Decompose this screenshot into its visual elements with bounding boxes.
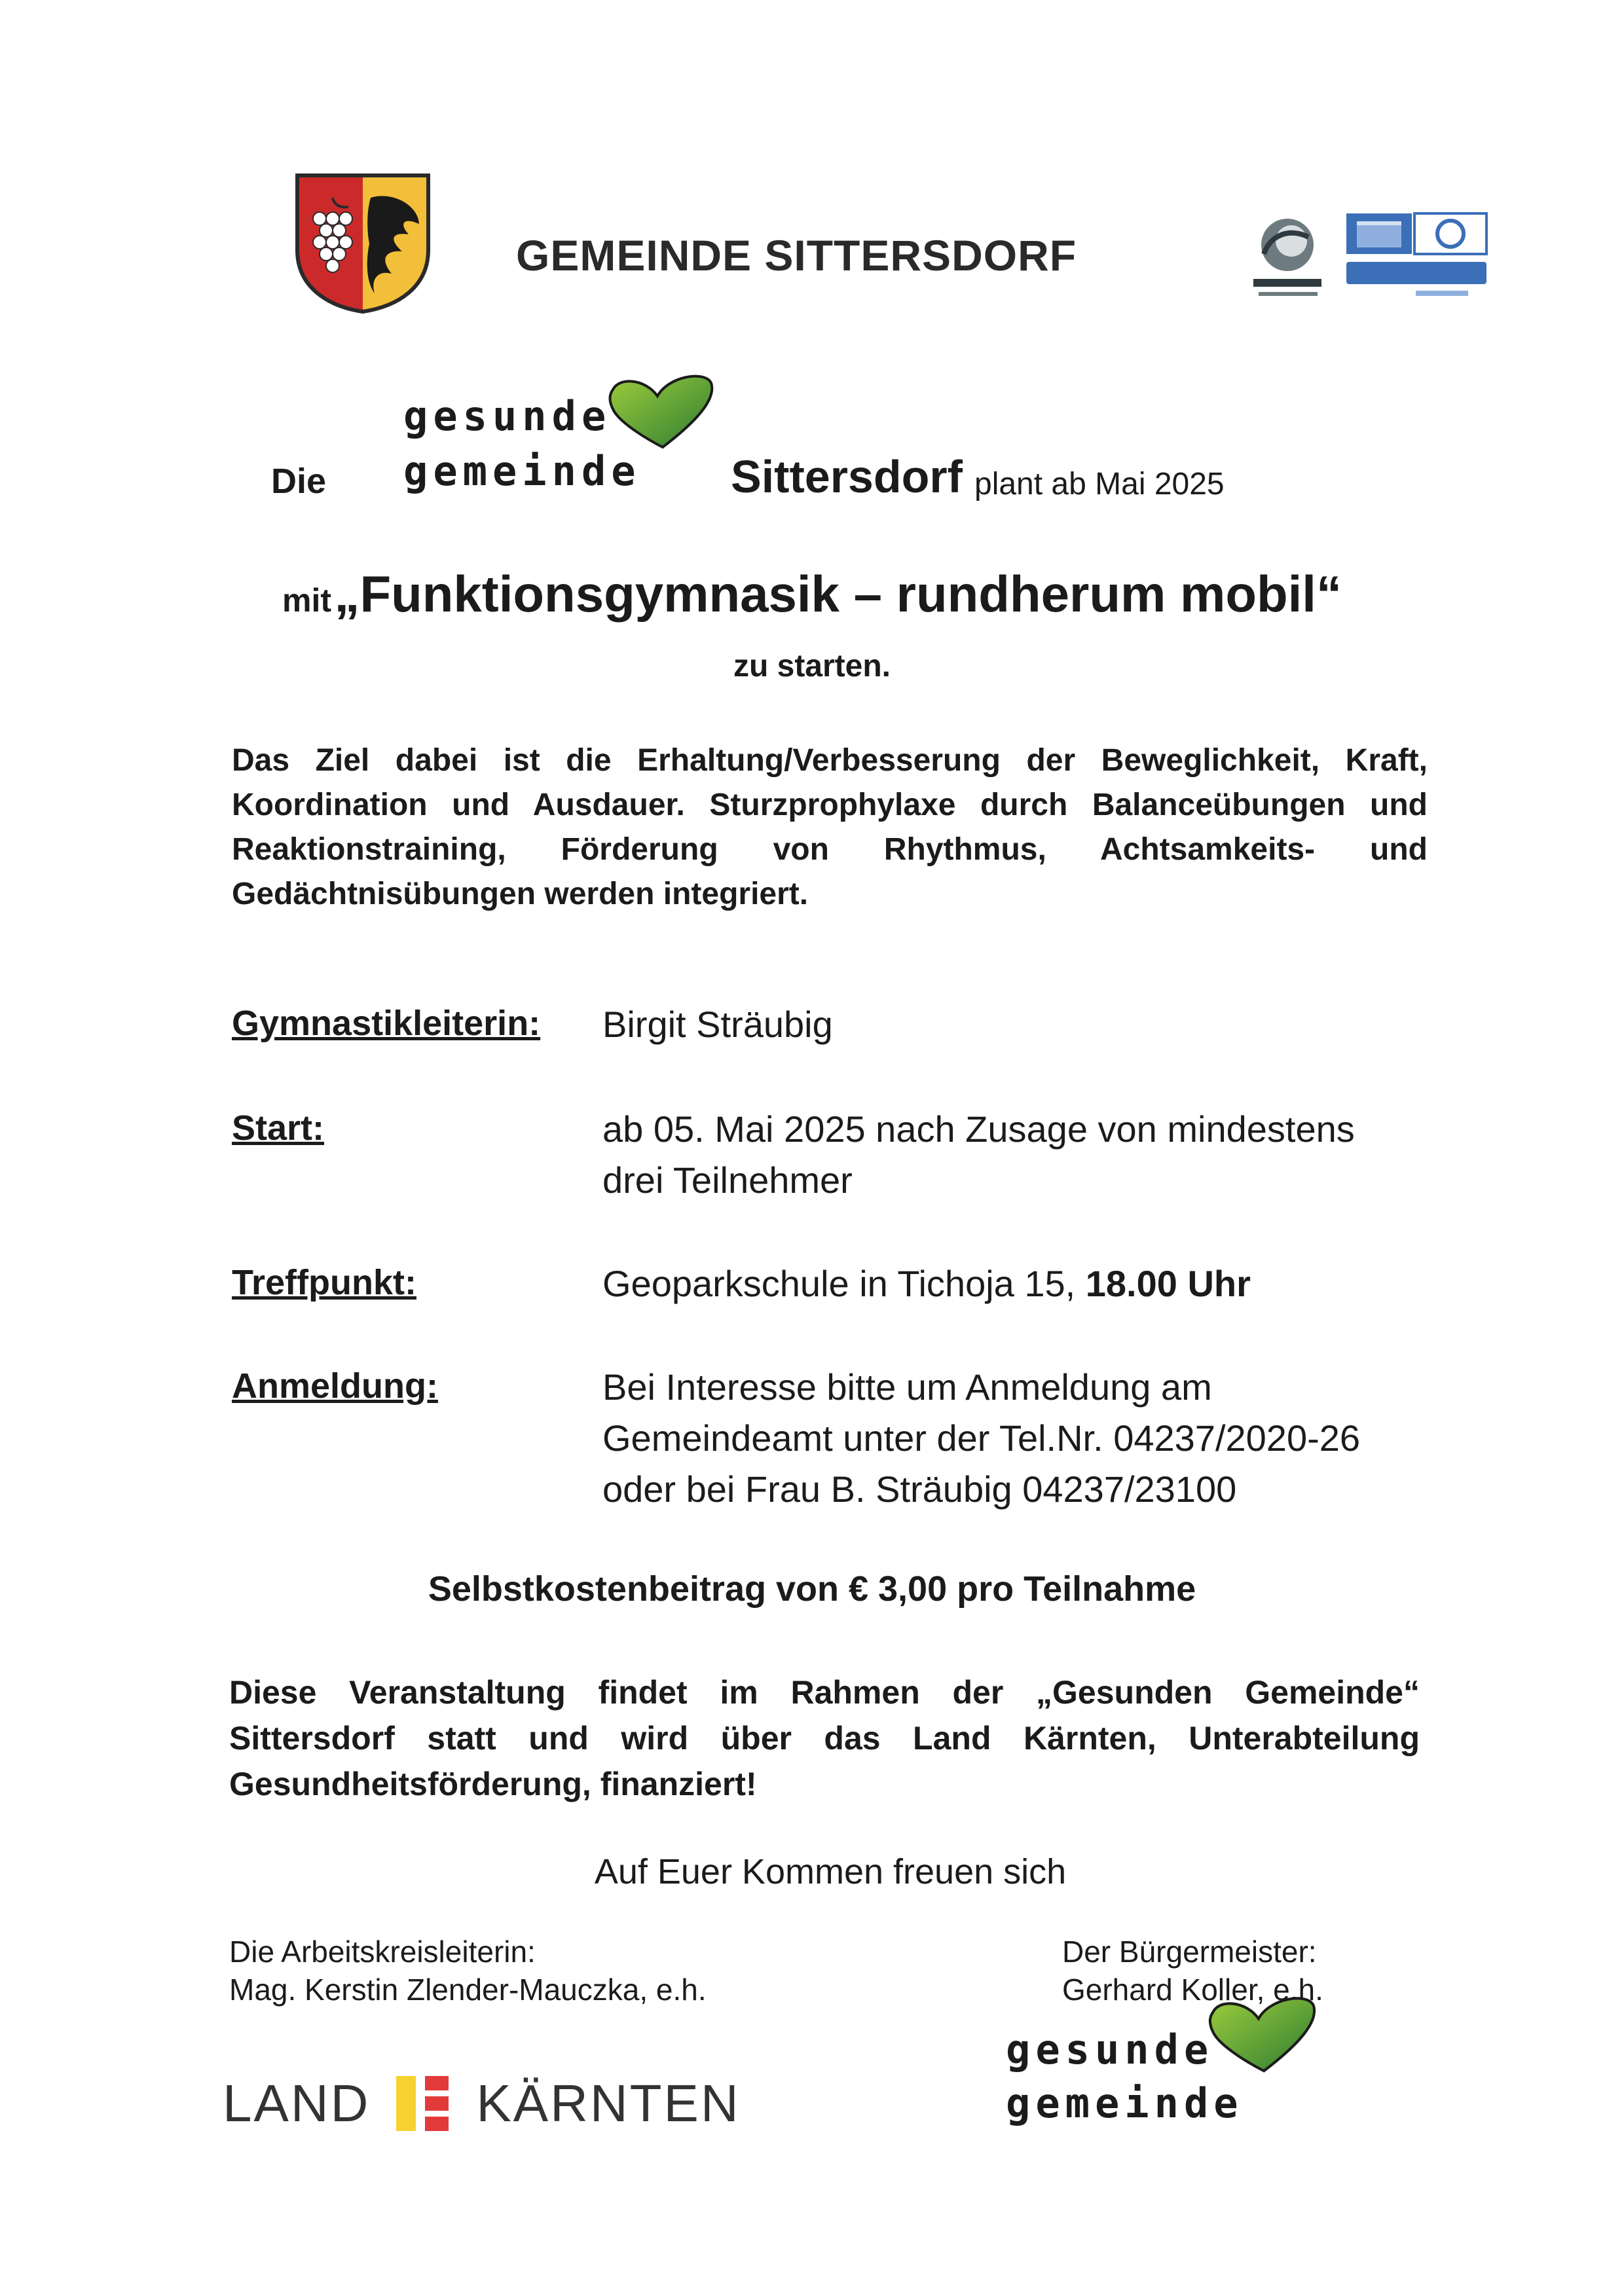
meeting-time: 18.00 Uhr	[1085, 1263, 1251, 1304]
start-label: Start:	[232, 1108, 325, 1148]
meeting-value	[602, 1258, 1454, 1309]
closing-line: Auf Euer Kommen freuen sich	[594, 1852, 1067, 1891]
funding-notice: Diese Veranstaltung findet im Rahmen der „Gesunden Gemeinde“ Sittersdorf statt und wird über das Land Kärnten, Unterabteilung Gesundheitsförderung, finanziert!	[229, 1674, 1420, 1802]
municipality-name: GEMEINDE SITTERSDORF	[516, 231, 1077, 280]
leader-label: Gymnastikleiterin:	[232, 1004, 541, 1043]
land-word: KÄRNTEN	[476, 2074, 741, 2132]
land-word: LAND	[223, 2074, 371, 2132]
registration-value	[602, 1362, 1454, 1515]
leader-value: Birgit Sträubig	[602, 1004, 833, 1045]
logo-word-gesunde: gesunde	[1006, 2026, 1214, 2073]
signature-role: Die Arbeitskreisleiterin:	[229, 1935, 536, 1969]
signature-name: Gerhard Koller, e.h.	[1062, 1973, 1323, 2007]
intro-place: Sittersdorf	[731, 451, 963, 502]
program-title	[0, 564, 1624, 624]
start-line: ab 05. Mai 2025 nach Zusage von mindestens	[602, 1108, 1355, 1150]
geopark-karawanken-logo	[1244, 208, 1336, 306]
signature-left	[229, 1933, 707, 2009]
gesunde-gemeinde-logo	[403, 370, 718, 494]
title-prefix: mit	[282, 582, 331, 619]
land-kaernten-emblem-icon	[396, 2076, 449, 2131]
logo-word-gesunde: gesunde	[403, 392, 612, 440]
title-main: „Funktionsgymnasik – rundherum mobil“	[334, 565, 1342, 623]
program-description: Das Ziel dabei ist die Erhaltung/Verbesserung der Beweglichkeit, Kraft, Koordination und Ausdauer. Sturzprophylaxe durch Balanceübungen und Reaktionstraining, Förderung von Rhythmus, Achtsamkeits- und Gedächtnisübungen werden integriert.	[232, 743, 1428, 911]
registration-line: Gemeindeamt unter der Tel.Nr. 04237/2020-26	[602, 1417, 1361, 1459]
registration-line: oder bei Frau B. Sträubig 04237/23100	[602, 1468, 1237, 1510]
meeting-label: Treffpunkt:	[232, 1263, 416, 1302]
coat-of-arms-logo	[293, 172, 432, 314]
logo-word-gemeinde: gemeinde	[403, 447, 641, 495]
registration-line: Bei Interesse bitte um Anmeldung am	[602, 1366, 1212, 1408]
intro-prefix: Die	[271, 462, 327, 501]
heart-icon	[600, 370, 718, 455]
signature-name: Mag. Kerstin Zlender-Mauczka, e.h.	[229, 1973, 707, 2007]
registration-label: Anmeldung:	[232, 1366, 438, 1406]
logo-word-gemeinde: gemeinde	[1006, 2079, 1244, 2127]
fee-notice: Selbstkostenbeitrag von € 3,00 pro Teilnahme	[428, 1569, 1196, 1609]
gesunde-gemeinde-logo	[1006, 1992, 1320, 2133]
start-value	[602, 1104, 1454, 1206]
heart-icon	[1200, 1992, 1320, 2079]
title-suffix: zu starten.	[733, 649, 891, 683]
unesco-global-geopark-logo	[1344, 208, 1489, 306]
intro-plan: plant ab Mai 2025	[974, 467, 1225, 501]
start-line: drei Teilnehmer	[602, 1159, 853, 1201]
signature-role: Der Bürgermeister:	[1062, 1935, 1317, 1969]
land-kaernten-logo	[223, 2074, 741, 2133]
meeting-place: Geoparkschule in Tichoja 15,	[602, 1263, 1076, 1304]
